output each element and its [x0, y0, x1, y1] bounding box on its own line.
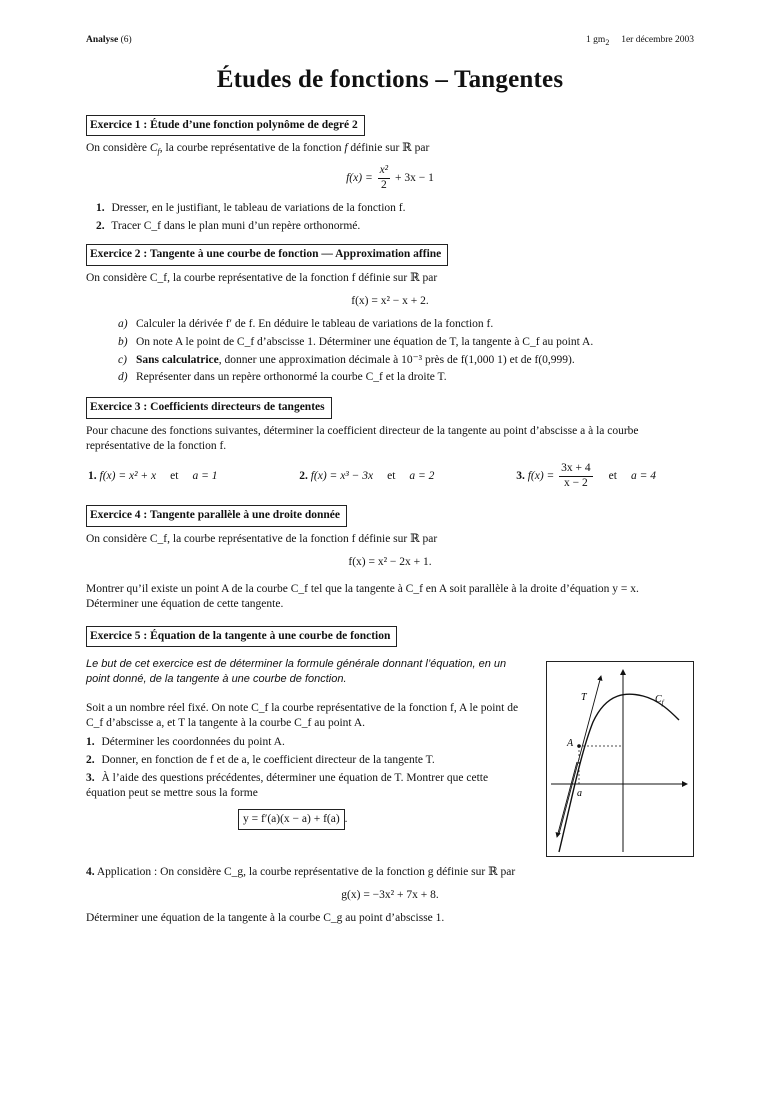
exercise-3 — [86, 393, 694, 490]
exercise-5-application: 4. Application : On considère C_g, la courbe représentative de la fonction g définie sur ℝ par — [86, 866, 516, 879]
exercise-2-intro: On considère C_f, la courbe représentative de la fonction f définie sur ℝ par — [86, 271, 438, 284]
list-item: 2. f(x) = x³ − 3x et a = 2 — [299, 470, 435, 483]
exercise-5-final: Déterminer une équation de la tangente à la courbe C_g au point d’abscisse 1. — [86, 912, 445, 925]
list-item: c) Sans calculatrice, donner une approximation décimale à 10⁻³ près de f(1,000 1) et de f(0,999). — [118, 353, 575, 366]
exercise-4-text: Montrer qu’il existe un point A de la courbe C_f tel que la tangente à C_f en A soit parallèle à la droite d’équation y = x. Déterminer une équation de cette tangente. — [86, 582, 639, 610]
exercise-3-functions — [88, 462, 656, 491]
header-right: 1 $gm_2$ 1er décembre 2003 — [586, 35, 694, 47]
exercise-4-formula: f(x) = x² − 2x + 1. — [348, 555, 432, 568]
exercise-5-intro: Le but de cet exercice est de déterminer la formule générale donnant l’équation, en un point donné, de la tangente à une courbe de fonction. — [86, 658, 507, 686]
exercise-3-heading: Exercice 3 : Coefficients directeurs de tangentes — [86, 397, 332, 419]
exercise-1-heading: Exercice 1 : Étude d’une fonction polynôme de degré 2 — [86, 115, 365, 137]
exercise-5: Exercice 5 : Équation de la tangente à une courbe de fonction Le but de cet exercice est de déterminer la formule générale donnant l’équation, en un point donné, de la tangente à une courbe de fonction. Soit a un nombre réel fixé. On note C_f la courbe représentative de la fonction f, A le point de C_f d’abscisse a, et T la tangente à la courbe C_f au point A. 1. Déterminer les coordonnées du point A. 2. Donner, en fonction de f et de a, le coefficient directeur de la tangente T. 3. À l’aide des questions précédentes, déterminer une équation de T. Montrer que cette équation peut se mettre sous la forme y = f′(a)(x − a) + f(a) . T $C_f$ A a 4. Application : On considère C_g, la courbe représentative de la fonction g définie sur ℝ par g(x) = −3x² + 7x + 8. Déterminer une équation de la tangente à la courbe C_g au point d’abscisse 1. — [86, 622, 694, 927]
tangent-figure — [546, 661, 694, 857]
boxed-formula: y = f′(a)(x − a) + f(a) — [238, 809, 345, 830]
list-item: 2. Donner, en fonction de f et de a, le coefficient directeur de la tangente T. — [86, 753, 435, 766]
exercise-1-intro: On considère $C_f$, la courbe représentative de la fonction f définie sur ℝ par — [86, 142, 430, 157]
exercise-2-heading: Exercice 2 : Tangente à une courbe de fonction — Approximation affine — [86, 244, 448, 266]
exercise-1-formula: f(x) = $\frac{\text{x²}}{2}$ + 3x − 1 — [346, 164, 434, 192]
list-item: b) On note A le point de C_f d’abscisse 1. Déterminer une équation de T, la tangente à C_f au point A. — [118, 335, 594, 348]
list-item: d) Représenter dans un repère orthonormé la courbe C_f et la droite T. — [118, 371, 447, 384]
exercise-3-intro: Pour chacune des fonctions suivantes, déterminer la coefficient directeur de la tangente au point d’abscisse a à la courbe représentative de la fonction f. — [86, 425, 639, 453]
label-t: T — [581, 692, 587, 704]
exercise-2 — [86, 240, 694, 386]
exercise-4 — [86, 501, 694, 612]
list-item: 1. Déterminer les coordonnées du point A. — [86, 736, 285, 748]
list-item: 3. À l’aide des questions précédentes, déterminer une équation de T. Montrer que cette équation peut se mettre sous la forme — [86, 771, 489, 799]
document-page — [86, 34, 694, 930]
list-item: 1. f(x) = x² + x et a = 1 — [88, 470, 218, 483]
exercise-5-questions — [86, 735, 526, 801]
page-title: Études de fonctions – Tangentes — [216, 66, 564, 93]
exercise-1 — [86, 111, 694, 234]
point-a — [577, 745, 581, 749]
page-header — [86, 34, 694, 48]
label-cf: $C_f$ — [655, 694, 664, 708]
tangent-line — [559, 676, 601, 834]
header-date: 1er décembre 2003 — [621, 35, 694, 45]
list-item: 1. Dresser, en le justifiant, le tableau de variations de la fonction f. — [96, 201, 406, 214]
list-item: 3. f(x) = $\frac{3x + 4}{x - 2}$ et a = 4 — [516, 462, 656, 490]
list-item: 2. Tracer C_f dans le plan muni d’un repère orthonormé. — [96, 219, 361, 232]
exercise-4-intro: On considère C_f, la courbe représentative de la fonction f définie sur ℝ par — [86, 532, 438, 545]
exercise-2-questions — [118, 317, 694, 386]
exercise-1-questions — [96, 201, 694, 234]
label-a-abscissa: a — [577, 788, 582, 800]
exercise-5-setup: Soit a un nombre réel fixé. On note C_f la courbe représentative de la fonction f, A le point de C_f d’abscisse a, et T la tangente à la courbe C_f au point A. — [86, 702, 519, 730]
label-a-point: A — [567, 738, 574, 750]
tangent-line-ext — [557, 762, 577, 837]
exercise-5-heading: Exercice 5 : Équation de la tangente à une courbe de fonction — [86, 626, 397, 648]
exercise-4-heading: Exercice 4 : Tangente parallèle à une droite donnée — [86, 505, 347, 527]
curve-cf — [559, 695, 679, 853]
list-item: a) Calculer la dérivée f′ de f. En déduire le tableau de variations de la fonction f. — [118, 317, 494, 330]
exercise-5-g-formula: g(x) = −3x² + 7x + 8. — [341, 889, 439, 902]
exercise-2-formula: f(x) = x² − x + 2. — [351, 294, 429, 307]
header-subject: Analyse (6) — [86, 35, 132, 45]
header-class: 1 gm — [586, 35, 606, 45]
